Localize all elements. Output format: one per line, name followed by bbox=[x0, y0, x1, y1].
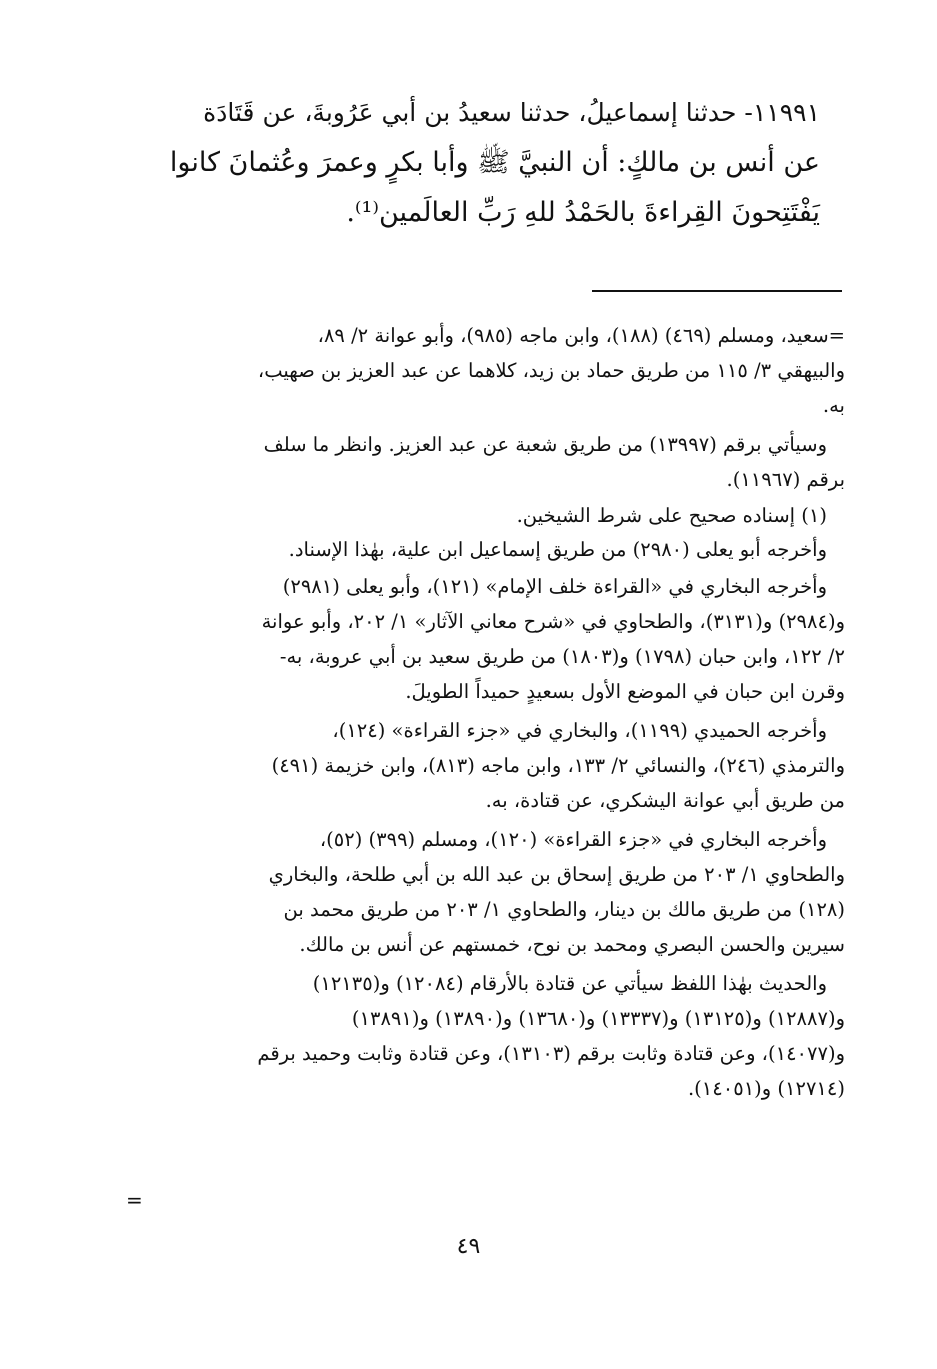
footnote-line: و(١٤٠٧٧)، وعن قتادة وثابت برقم (١٣١٠٣)، وعن قتادة وثابت وحميد برقم bbox=[257, 1042, 845, 1065]
footnote-line: والطحاوي ١/ ٢٠٣ من طريق إسحاق بن عبد الله بن أبي طلحة، والبخاري bbox=[268, 863, 845, 886]
hadith-line: يَفْتَتِحونَ القِراءةَ بالحَمْدُ للهِ رَبِّ العالَمين⁽¹⁾. bbox=[346, 197, 820, 228]
footnote-line: والترمذي (٢٤٦)، والنسائي ٢/ ١٣٣، وابن ماجه (٨١٣)، وابن خزيمة (٤٩١) bbox=[271, 754, 845, 777]
footnote-line: وأخرجه الحميدي (١١٩٩)، والبخاري في «جزء القراءة» (١٢٤)، bbox=[332, 719, 827, 742]
footnote-line: و(١٢٨٨٧) و(١٣١٢٥) و(١٣٣٣٧) و(١٣٦٨٠) و(١٣٨٩٠) و(١٣٨٩١) bbox=[351, 1007, 845, 1030]
page-number: ٤٩ bbox=[456, 1234, 481, 1259]
footnote-line: و(٢٩٨٤) و(٣١٣١)، والطحاوي في «شرح معاني الآثار» ١/ ٢٠٢، وأبو عوانة bbox=[261, 610, 845, 633]
footnote-line: ٢/ ١٢٢، وابن حبان (١٧٩٨) و(١٨٠٣) من طريق سعيد بن أبي عروبة، به- bbox=[279, 645, 845, 668]
footnote-paragraph bbox=[120, 569, 845, 709]
footnote-line: وسيأتي برقم (١٣٩٩٧) من طريق شعبة عن عبد العزيز. وانظر ما سلف bbox=[263, 433, 827, 456]
footnote-line: والحديث بهٰذا اللفظ سيأتي عن قتادة بالأرقام (١٢٠٨٤) و(١٢١٣٥) bbox=[312, 972, 827, 995]
footnote-line: =سعيد، ومسلم (٤٦٩) (١٨٨)، وابن ماجه (٩٨٥)، وأبو عوانة ٢/ ٨٩، bbox=[317, 324, 845, 347]
footnote-line: وقرن ابن حبان في الموضع الأول بسعيدٍ حميداً الطويلَ. bbox=[405, 680, 845, 703]
footnote-paragraph bbox=[120, 713, 845, 818]
footnote-line: وأخرجه البخاري في «جزء القراءة» (١٢٠)، ومسلم (٣٩٩) (٥٢)، bbox=[319, 828, 827, 851]
hadith-line: ١١٩٩١- حدثنا إسماعيلُ، حدثنا سعيدُ بن أبي عَرُوبةَ، عن قَتَادَة bbox=[203, 98, 820, 127]
continuation-mark: = bbox=[126, 1188, 143, 1212]
hadith-text bbox=[160, 88, 820, 238]
footnotes bbox=[120, 318, 845, 1110]
footnote-paragraph bbox=[120, 501, 845, 531]
footnote-line: سيرين والحسن البصري ومحمد بن نوح، خمستهم عن أنس بن مالك. bbox=[299, 933, 845, 956]
footnote-line: من طريق أبي عوانة اليشكري، عن قتادة، به. bbox=[485, 789, 845, 812]
footnote-line: (١) إسناده صحيح على شرط الشيخين. bbox=[516, 504, 827, 527]
footnote-paragraph bbox=[120, 427, 845, 497]
footnote-line: (١٢٨) من طريق مالك بن دينار، والطحاوي ١/ ٢٠٣ من طريق محمد بن bbox=[283, 898, 845, 921]
footnote-line: به. bbox=[822, 394, 845, 417]
footnote-paragraph bbox=[120, 822, 845, 962]
hadith-line: عن أنس بن مالكٍ: أن النبيَّ ﷺ وأبا بكرٍ وعمرَ وعُثمانَ كانوا bbox=[169, 147, 820, 178]
footnote-paragraph bbox=[120, 535, 845, 565]
footnote-line: برقم (١١٩٦٧). bbox=[726, 468, 845, 491]
footnote-line: (١٢٧١٤) و(١٤٠٥١). bbox=[687, 1077, 845, 1100]
footnote-line: والبيهقي ٣/ ١١٥ من طريق حماد بن زيد، كلاهما عن عبد العزيز بن صهيب، bbox=[257, 359, 845, 382]
footnote-paragraph bbox=[120, 966, 845, 1106]
footnote-separator bbox=[592, 290, 842, 292]
footnote-line: وأخرجه البخاري في «القراءة خلف الإمام» (١٢١)، وأبو يعلى (٢٩٨١) bbox=[282, 575, 827, 598]
footnote-paragraph bbox=[120, 318, 845, 423]
footnote-line: وأخرجه أبو يعلى (٢٩٨٠) من طريق إسماعيل ابن علية، بهٰذا الإسناد. bbox=[288, 538, 827, 561]
